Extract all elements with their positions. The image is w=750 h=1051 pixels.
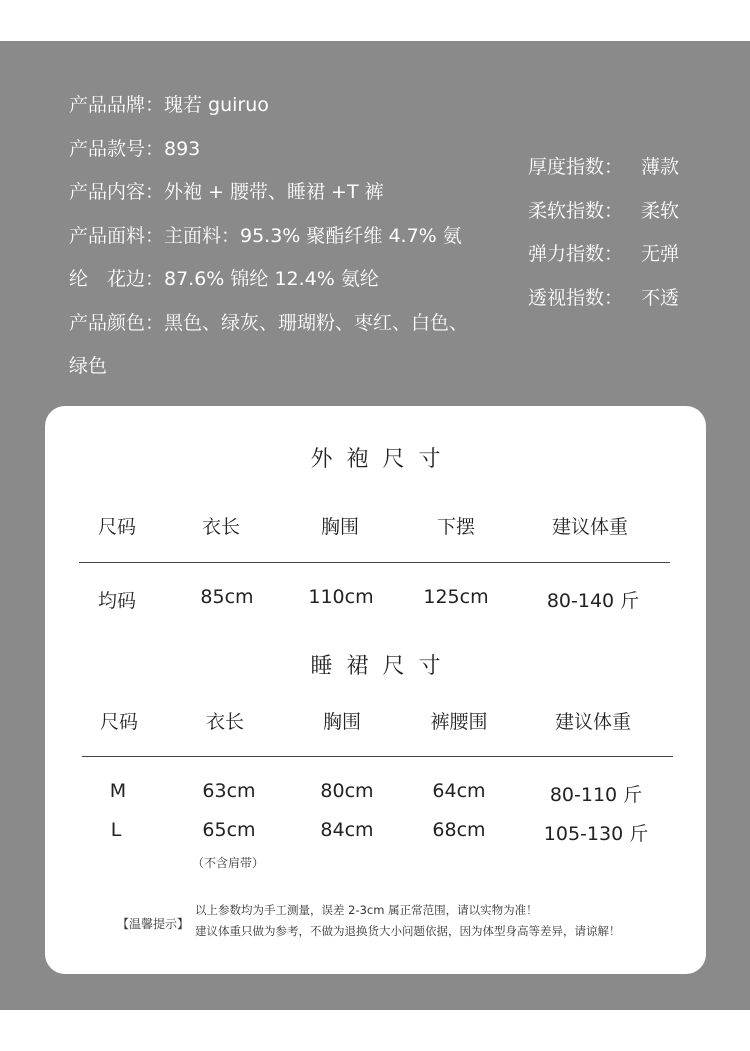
cell-size: L [110,819,122,841]
cell-size: 均码 [97,590,137,612]
size-card [45,406,706,974]
cell-hem: 125cm [423,586,489,608]
tip-line: 以上参数均为手工测量，误差 2-3cm 属正常范围，请以实物为准！ [195,903,538,917]
header-length: 衣长 [205,711,245,733]
robe-size-title: 外袍尺寸 [310,447,455,472]
index-label: 弹力指数： [528,243,624,265]
spec-colors-cont: 绿色 [69,355,108,377]
cell-length: 63cm [202,780,256,802]
spec-colors: 产品颜色：黑色、绿灰、珊瑚粉、枣红、白色、 [69,311,469,334]
index-label: 柔软指数： [528,199,624,222]
header-chest: 胸围 [320,516,360,538]
cell-pants-waist: 68cm [432,819,486,841]
spec-style-number: 产品款号：893 [69,137,201,160]
cell-size: M [109,780,127,802]
header-pants-waist: 裤腰围 [430,711,488,733]
index-softness [528,190,728,234]
index-specs [528,146,728,320]
cell-length: 85cm [200,586,254,608]
index-value: 无弹 [641,243,680,265]
cell-pants-waist: 64cm [432,780,486,802]
spec-fabric: 产品面料：主面料：95.3% 聚酯纤维 4.7% 氨 [69,224,462,247]
index-value: 薄款 [641,156,680,178]
header-hem: 下摆 [436,516,476,538]
tips-label: 【温馨提示】 [117,917,190,931]
cell-weight: 80-140 斤 [546,590,640,612]
nightdress-table-divider [82,756,673,757]
index-elasticity [528,233,728,277]
spec-brand: 产品品牌：瑰若 guiruo [69,94,269,116]
index-label: 透视指数： [528,286,624,309]
cell-weight: 80-110 斤 [549,784,643,806]
header-chest: 胸围 [322,711,362,733]
header-weight: 建议体重 [554,711,632,733]
cell-length: 65cm [202,819,256,841]
robe-table-divider [79,562,670,563]
cell-weight: 105-130 斤 [543,823,649,845]
index-value: 柔软 [641,199,680,222]
tips-text [195,900,621,942]
header-weight: 建议体重 [551,516,629,538]
index-transparency [528,277,728,321]
spec-fabric-cont: 纶 花边：87.6% 锦纶 12.4% 氨纶 [69,268,379,290]
header-size: 尺码 [97,516,137,538]
cell-chest: 110cm [308,586,374,608]
tip-line: 建议体重只做为参考，不做为退换货大小问题依据，因为体型身高等差异，请谅解！ [195,924,621,938]
cell-chest: 84cm [320,819,374,841]
cell-chest: 80cm [320,780,374,802]
strap-footnote: （不含肩带） [192,856,265,870]
nightdress-size-title: 睡裙尺寸 [310,654,455,679]
header-length: 衣长 [201,516,241,538]
header-size: 尺码 [99,711,139,733]
index-value: 不透 [641,286,680,309]
spec-contents: 产品内容：外袍 + 腰带、睡裙 +T 裤 [69,181,384,203]
index-label: 厚度指数： [528,156,624,178]
product-specs [69,84,509,389]
index-thickness [528,146,728,190]
